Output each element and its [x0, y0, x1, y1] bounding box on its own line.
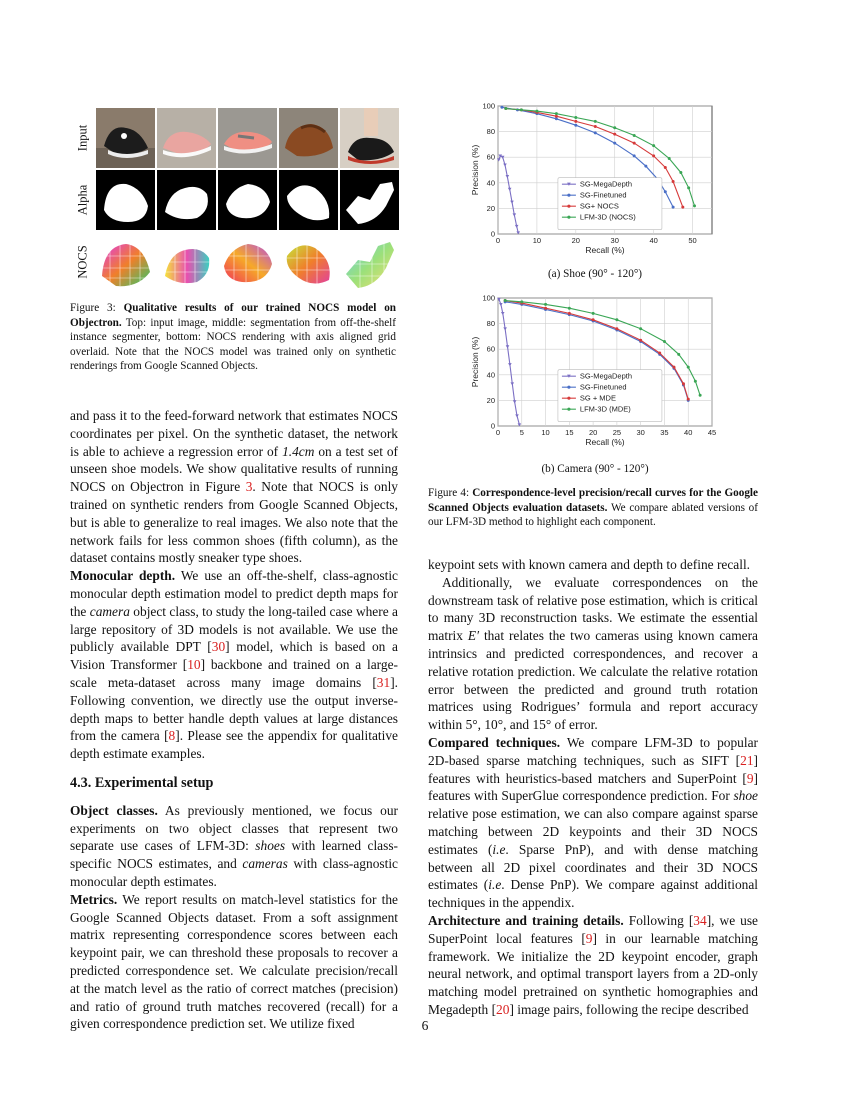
x-tick-label: 5 [519, 428, 524, 437]
subcaption-shoe: (a) Shoe (90° - 120°) [547, 268, 643, 280]
y-tick-label: 60 [486, 344, 495, 354]
paragraph: and pass it to the feed-forward network that estimates NOCS coordinates per pixel. On the synthetic dataset, the network is able to achieve a regression error of 1.4cm on a test set of unseen shoe models. We show qualitative results of running NOCS on Objectron in Figure 3. Note that NOCS is only trained on synthetic renders from Google Scanned Objects, but is able to generalize to real images. We also note that the network fails for less common shoes (fifth column), as the dataset contains mostly sneaker type shoes. [70, 408, 398, 566]
input-image [340, 108, 399, 168]
data-point [594, 120, 597, 123]
legend-marker [567, 386, 570, 389]
x-tick-label: 20 [571, 236, 580, 245]
chart-shoe-precision-recall [468, 98, 724, 266]
data-point [574, 120, 577, 123]
data-point [613, 133, 616, 136]
citation-link[interactable]: 31 [376, 674, 391, 690]
data-point [694, 380, 697, 383]
data-point [568, 312, 571, 315]
data-point [639, 339, 642, 342]
figure-4-caption: Figure 4: Correspondence-level precision/recall curves for the Google Scanned Objects evaluation datasets. We compare ablated versions of our LFM-3D method to highlight each component. [428, 487, 758, 529]
input-image [96, 108, 155, 168]
legend-marker [567, 408, 570, 411]
row-label-input: Input [75, 124, 90, 152]
legend-label: LFM-3D (MDE) [579, 404, 631, 414]
data-point [555, 117, 558, 120]
alpha-mask [157, 170, 216, 230]
data-point [504, 107, 507, 110]
x-tick-label: 0 [495, 428, 501, 437]
y-tick-label: 0 [490, 421, 495, 431]
figure-3-caption: Figure 3: Qualitative results of our trained NOCS model on Objectron. Top: input image, middle: segmentation from off-the-shelf instance segmenter, bottom: NOCS rendering with axis aligned grid overlaid. Note that the NOCS model was trained only on synthetic renderings from Google Scanned Objects. [70, 302, 397, 373]
x-tick-label: 10 [541, 428, 550, 437]
x-tick-label: 40 [684, 428, 693, 437]
x-axis-label: Recall (%) [585, 437, 625, 447]
x-tick-label: 20 [588, 428, 598, 437]
data-point [615, 327, 618, 330]
x-tick-label: 40 [649, 236, 658, 245]
data-point [594, 131, 597, 134]
citation-link[interactable]: 20 [496, 1001, 510, 1017]
y-tick-label: 100 [482, 293, 495, 303]
y-tick-label: 60 [486, 152, 495, 162]
y-tick-label: 80 [486, 127, 495, 137]
page-number: 6 [421, 1018, 429, 1033]
paragraph: Compared techniques. We compare LFM-3D to popular 2D-based sparse matching techniques, such as SIFT [21] features with heuristics-based matchers and SuperPoint [9] features with SuperGlue correspondence prediction. For shoe relative pose estimation, we can also compare against sparse matching between 2D keypoints and their 3D NOCS estimates (i.e. Sparse PnP), and with dense matching between all 2D pixel coordinates and their 3D NOCS estimates (i.e. Dense PnP). We compare against additional techniques in the appendix. [428, 734, 759, 911]
nocs-rendering [157, 232, 216, 292]
data-point [574, 116, 577, 119]
data-point [520, 300, 523, 303]
data-point [668, 157, 671, 160]
nocs-rendering [96, 232, 155, 292]
y-tick-label: 40 [486, 370, 495, 380]
legend-label: SG-MegaDepth [579, 371, 633, 381]
legend-label: SG + MDE [579, 393, 616, 403]
citation-link[interactable]: 9 [746, 770, 754, 786]
subcaption-camera: (b) Camera (90° - 120°) [541, 463, 649, 475]
data-point [639, 327, 642, 330]
x-tick-label: 45 [707, 428, 717, 437]
left-column [70, 407, 398, 1033]
legend-marker [567, 205, 570, 208]
legend-label: SG-Finetuned [579, 382, 627, 392]
chart-camera-precision-recall [468, 290, 724, 458]
data-point [687, 366, 690, 369]
y-tick-label: 20 [486, 395, 495, 405]
y-tick-label: 100 [482, 101, 495, 111]
row-label-nocs: NOCS [75, 245, 90, 279]
data-point [615, 318, 618, 321]
y-tick-label: 40 [486, 178, 495, 188]
citation-link[interactable]: 34 [693, 912, 707, 928]
nocs-rendering [340, 232, 399, 292]
data-point [613, 142, 616, 145]
data-point [663, 340, 666, 343]
citation-link[interactable]: 3 [245, 479, 253, 495]
data-point [681, 206, 684, 209]
data-point [687, 186, 690, 189]
data-point [672, 206, 675, 209]
data-point [664, 166, 667, 169]
data-point [544, 307, 547, 310]
alpha-mask [279, 170, 338, 230]
data-point [633, 142, 636, 145]
figure-3-image-grid [72, 108, 394, 288]
y-tick-label: 0 [490, 229, 495, 239]
data-point [555, 112, 558, 115]
data-point [699, 394, 702, 397]
data-point [652, 144, 655, 147]
citation-link[interactable]: 8 [168, 728, 176, 744]
input-image [279, 108, 338, 168]
legend-label: SG-Finetuned [579, 190, 627, 200]
paragraph: Object classes. As previously mentioned, we focus our experiments on two object classes that represent two separate use cases of LFM-3D: shoes with learned class-specific NOCS estimates, and cameras with class-agnostic monocular depth estimates. [70, 802, 398, 889]
paragraph: Additionally, we evaluate correspondences on the downstream task of relative pose estimation, which is critical to many 3D reconstruction tasks. We estimate the essential matrix E′ that relates the two cameras using known camera intrinsics and predicted correspondences, and recover a relative rotation prediction. We calculate the relative rotation error between the predicted and ground truth rotation matrices using Rodrigues’ formula and report accuracy within 5°, 10°, and 15° of error. [428, 574, 758, 733]
citation-link[interactable]: 10 [187, 657, 201, 673]
data-point [687, 398, 690, 401]
y-axis-label: Precision (%) [470, 144, 480, 196]
data-point [592, 318, 595, 321]
x-tick-label: 15 [565, 428, 574, 437]
x-axis-label: Recall (%) [585, 245, 625, 255]
data-point [504, 299, 507, 302]
x-tick-label: 30 [610, 236, 619, 245]
data-point [613, 126, 616, 129]
right-column [428, 556, 758, 1019]
citation-link[interactable]: 30 [211, 639, 226, 655]
y-tick-label: 20 [486, 203, 495, 213]
chart-b-svg [468, 290, 724, 458]
data-point [644, 165, 647, 168]
alpha-mask [340, 170, 399, 230]
chart-a-svg [468, 98, 724, 266]
data-point [520, 108, 523, 111]
y-tick-label: 80 [486, 319, 495, 329]
input-image [218, 108, 277, 168]
alpha-mask [218, 170, 277, 230]
data-point [535, 110, 538, 113]
paragraph: Architecture and training details. Following [34], we use SuperPoint local features [9] in our learnable matching framework. We initialize the 2D keypoint encoder, graph neural network, and optimal transport layers from a 2D-only matching model pretrained on synthetic homographies and Megadepth [20] image pairs, following the recipe described [428, 912, 759, 1017]
legend-label: SG+ NOCS [579, 201, 619, 211]
x-tick-label: 0 [495, 236, 501, 245]
x-tick-label: 10 [532, 236, 542, 245]
data-point [664, 190, 667, 193]
y-axis-label: Precision (%) [470, 336, 480, 388]
legend-marker [567, 216, 570, 219]
citation-link[interactable]: 9 [585, 930, 593, 946]
nocs-rendering [279, 232, 338, 292]
data-point [672, 180, 675, 183]
x-tick-label: 30 [636, 428, 645, 437]
x-tick-label: 50 [688, 236, 697, 245]
data-point [679, 171, 682, 174]
data-point [633, 154, 636, 157]
legend-marker [567, 194, 570, 197]
data-point [592, 312, 595, 315]
data-point [574, 124, 577, 127]
section-heading: 4.3. Experimental setup [70, 774, 214, 791]
data-point [633, 134, 636, 137]
data-point [652, 154, 655, 157]
legend-marker [567, 397, 570, 400]
paragraph: keypoint sets with known camera and depth to define recall. [428, 557, 751, 572]
legend-label: SG-MegaDepth [579, 179, 633, 189]
citation-link[interactable]: 21 [740, 752, 754, 768]
paragraph: Metrics. We report results on match-level statistics for the Google Scanned Objects dataset. From a soft assignment matrix representing correspondence scores between each keypoint pair, we can threshold these proposals to recover a predicted correspondence set. We calculate precision/recall at the match level as the ratio of correct matches (precision) and ratio of ground truth matches recovered (recall) for a given correspondence prediction set. We utilize fixed [70, 891, 398, 1032]
legend-label: LFM-3D (NOCS) [579, 212, 636, 222]
data-point [500, 106, 503, 109]
input-image [157, 108, 216, 168]
data-point [594, 125, 597, 128]
row-label-alpha: Alpha [75, 184, 90, 216]
data-point [568, 307, 571, 310]
data-point [672, 366, 675, 369]
nocs-rendering [218, 232, 277, 292]
x-tick-label: 25 [612, 428, 622, 437]
data-point [658, 352, 661, 355]
data-point [555, 115, 558, 118]
alpha-mask [96, 170, 155, 230]
data-point [682, 382, 685, 385]
data-point [677, 353, 680, 356]
x-tick-label: 35 [660, 428, 669, 437]
data-point [544, 303, 547, 306]
paragraph: Monocular depth. We use an off-the-shelf, class-agnostic monocular depth estimation model to predict depth maps for the camera object class, to study the long-tailed case where a large repository of 3D models is not available. We use the publicly available DPT [30] model, which is based on a Vision Transformer [10] backbone and trained on a large-scale meta-dataset across many image domains [31]. Following convention, we directly use the output inverse-depth maps to better handle depth values at large distances from the camera [8]. Please see the appendix for qualitative depth estimate examples. [70, 568, 398, 762]
data-point [693, 204, 696, 207]
